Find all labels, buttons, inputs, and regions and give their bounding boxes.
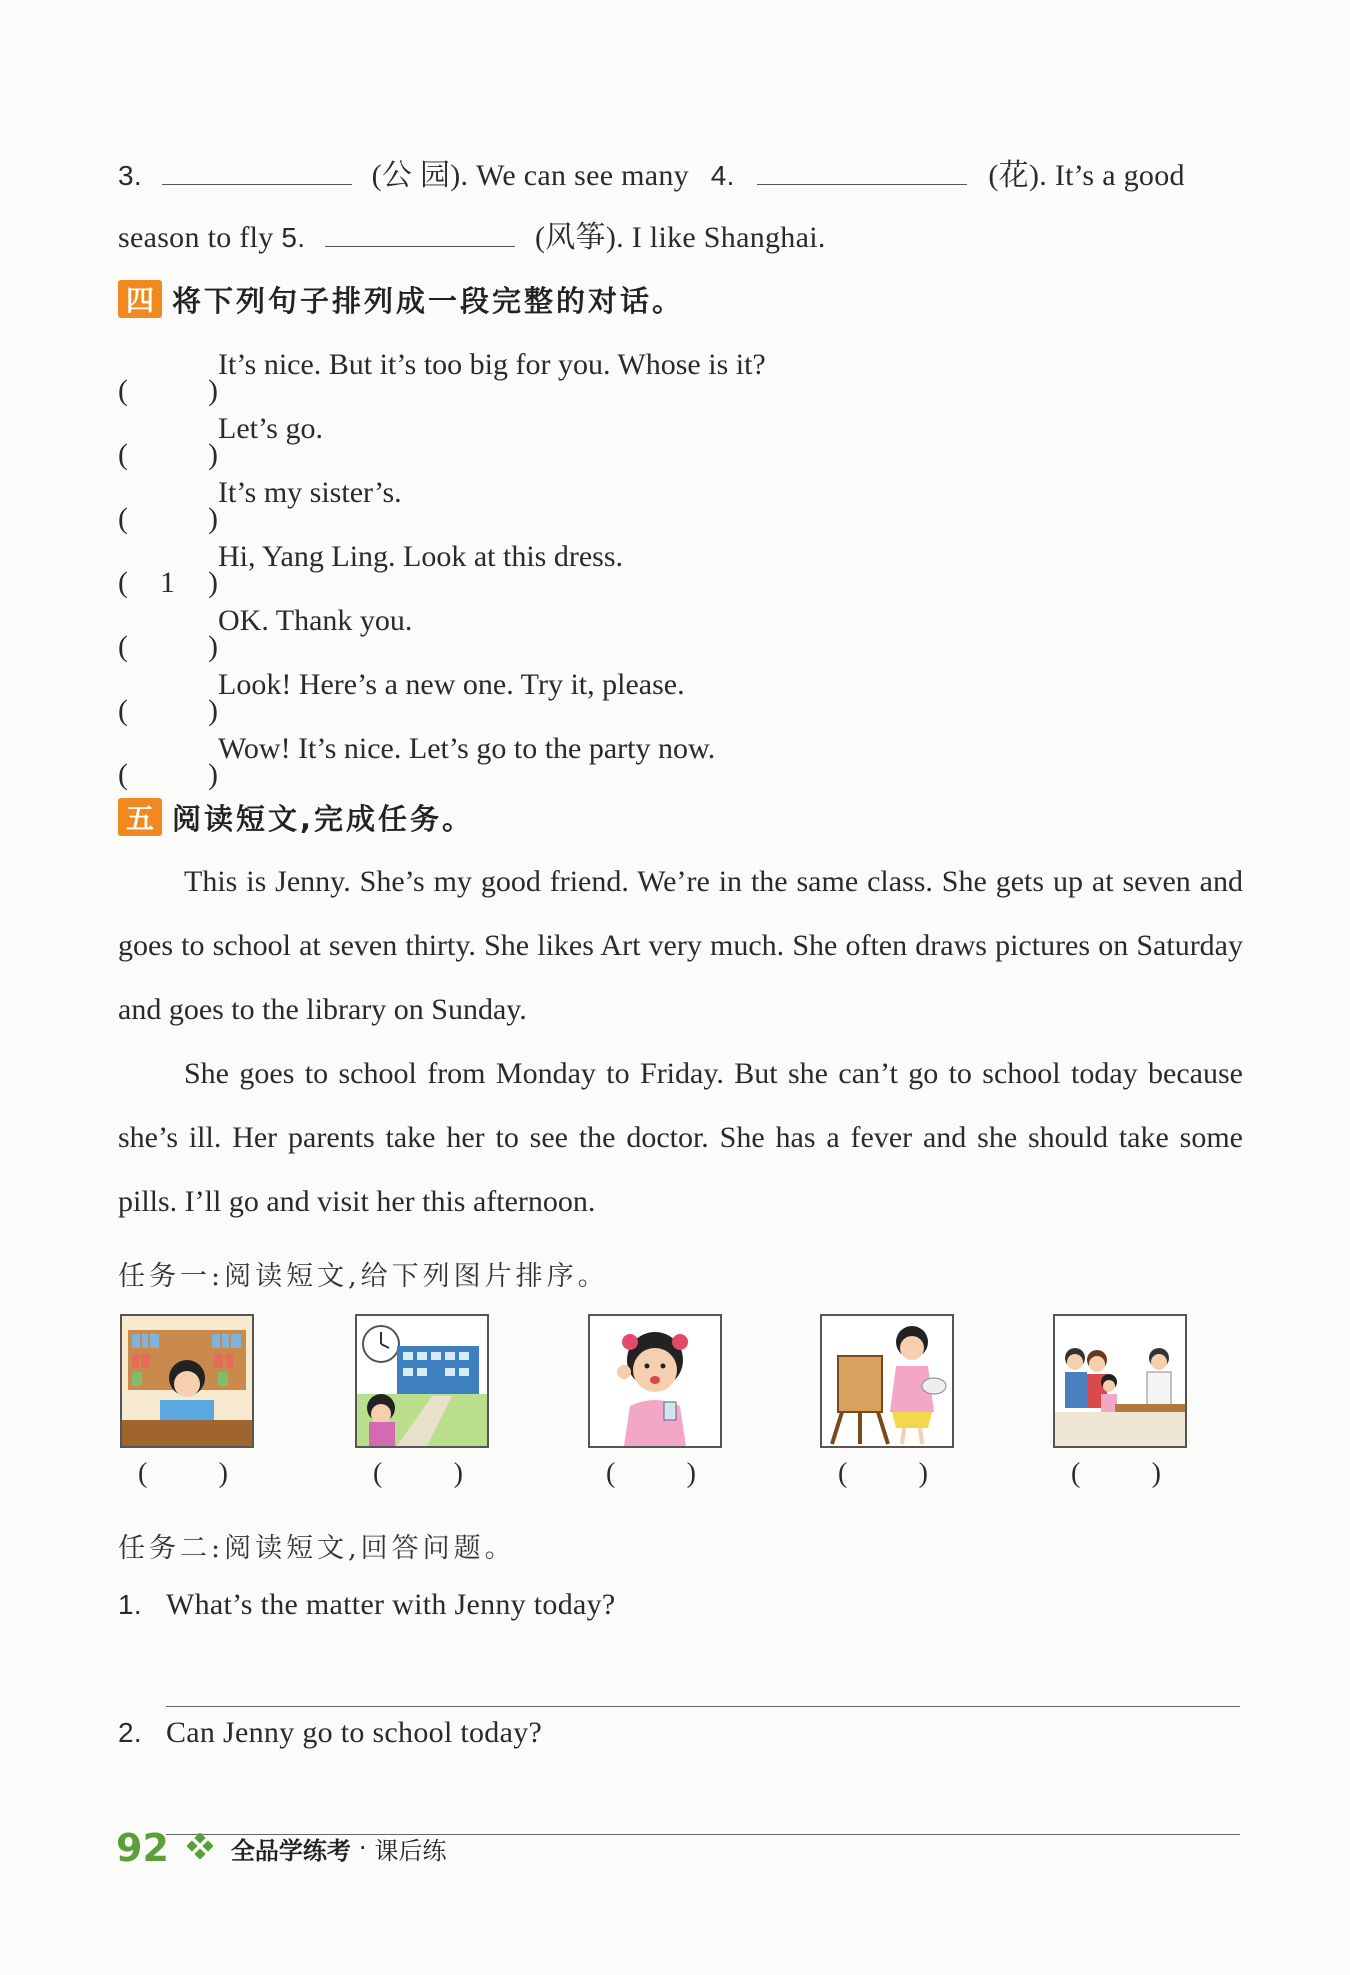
book-subtitle: 课后练 (374, 1836, 447, 1865)
dialogue-item: ( ) Wow! It’s nice. Let’s go to the party now. (118, 732, 716, 791)
section-badge: 五 (118, 798, 162, 836)
reading-paragraph-2: She goes to school from Monday to Friday. But she can’t go to school today because she’s ill. Her parents take her to see the doctor. She has a fever and she should take some pills. I’ll go and visit her this afternoon. (118, 1057, 1243, 1218)
dialogue-text: It’s nice. But it’s too big for you. Whose is it? (218, 348, 766, 381)
dialogue-text: Look! Here’s a new one. Try it, please. (218, 668, 685, 701)
blank-3[interactable] (162, 183, 352, 185)
fill-text: season to fly (118, 221, 274, 254)
worksheet-page: 3. (公 园). We can see many 4. (花). It’s a good season to fly 5. (风筝). I like Shanghai. 四 将下列句子排列成一段完整的对话。 ( ) It’s nice. But it’s too big for you. Whose is it? ( ) Let’s go. ( ) It’s my sister’s. ( 1 ) Hi, Yang Ling. Look at this dress. ( ) OK. Thank you. ( ) Look! Here’s a new one. Try it, please. ( ) Wow! It’s nice. Let’s go to the party now. 五 阅读短文,完成任务。 This is Jenny. She’s my good friend. We’re in the same class. She gets up at seven and goes to school at seven thirty. She likes Art very much. She often draws pictures on Saturday and goes to the library on Sunday. She goes to school from Monday to Friday. But she can’t go to school today because she’s ill. Her parents take her to see the doctor. She has a fever and she should take some pills. I’ll go and visit her this afternoon. 任务一:阅读短文,给下列图片排序。 ( ) ( ) ( ) ( ) ( ) 任务二:阅读短文,回答问题。 1. What’s the matter with Jenny today? 2. Can Jenny go to school today? 92 全品学练考 · 课后练 (0, 0, 1350, 1975)
question-text: What’s the matter with Jenny today? (166, 1588, 616, 1621)
dialogue-item: ( ) Look! Here’s a new one. Try it, please. (118, 668, 685, 727)
dialogue-text: Wow! It’s nice. Let’s go to the party now. (218, 732, 716, 765)
page-footer (116, 1826, 447, 1870)
page-number: 92 (116, 1826, 169, 1870)
question-number: 2. (118, 1717, 142, 1748)
question-text: Can Jenny go to school today? (166, 1716, 543, 1749)
fill-text: (公 园). We can see many (371, 159, 689, 192)
fill-text: (花). It’s a good (988, 159, 1185, 192)
section-4-header (118, 279, 684, 319)
diamond-icon (187, 1833, 213, 1864)
reading-paragraph-1: This is Jenny. She’s my good friend. We’re in the same class. She gets up at seven and goes to school at seven thirty. She likes Art very much. She often draws pictures on Saturday and goes to the library on Sunday. (118, 865, 1243, 1026)
question-1 (118, 1588, 616, 1622)
section-title: 将下列句子排列成一段完整的对话。 (172, 283, 685, 318)
picture-school-clock (355, 1314, 489, 1448)
task-2-title: 任务二:阅读短文,回答问题。 (118, 1533, 516, 1564)
dialogue-text: Let’s go. (218, 412, 323, 445)
blank-5[interactable] (325, 245, 515, 247)
picture-drawing-easel (820, 1314, 954, 1448)
blank-4[interactable] (757, 183, 967, 185)
item-number: 5. (281, 222, 306, 253)
item-number: 3. (118, 160, 142, 191)
fill-text: (风筝). I like Shanghai. (534, 221, 826, 254)
dialogue-item: ( ) It’s my sister’s. (118, 476, 402, 535)
book-title: 全品学练考 (230, 1836, 351, 1865)
dialogue-item: ( ) OK. Thank you. (118, 604, 413, 663)
title-separator: · (358, 1834, 367, 1862)
dialogue-text: Hi, Yang Ling. Look at this dress. (218, 540, 623, 573)
fill-line-1 (118, 150, 1185, 194)
order-answer: 1 (160, 566, 175, 599)
question-number: 1. (118, 1589, 142, 1620)
question-2 (118, 1716, 542, 1750)
answer-line-1[interactable] (166, 1706, 1240, 1707)
task-1-title: 任务一:阅读短文,给下列图片排序。 (118, 1261, 609, 1292)
picture-library-reading (120, 1314, 254, 1448)
section-badge: 四 (118, 280, 162, 318)
dialogue-item: ( 1 ) Hi, Yang Ling. Look at this dress. (118, 540, 623, 599)
dialogue-text: It’s my sister’s. (218, 476, 402, 509)
picture-doctor-visit (1053, 1314, 1187, 1448)
section-title: 阅读短文,完成任务。 (172, 801, 475, 836)
dialogue-item: ( ) Let’s go. (118, 412, 323, 471)
item-number: 4. (710, 160, 735, 191)
fill-line-2 (118, 212, 826, 256)
dialogue-item: ( ) It’s nice. But it’s too big for you. Whose is it? (118, 348, 766, 407)
dialogue-text: OK. Thank you. (218, 604, 413, 637)
picture-taking-pills (588, 1314, 722, 1448)
section-5-header (118, 797, 474, 837)
